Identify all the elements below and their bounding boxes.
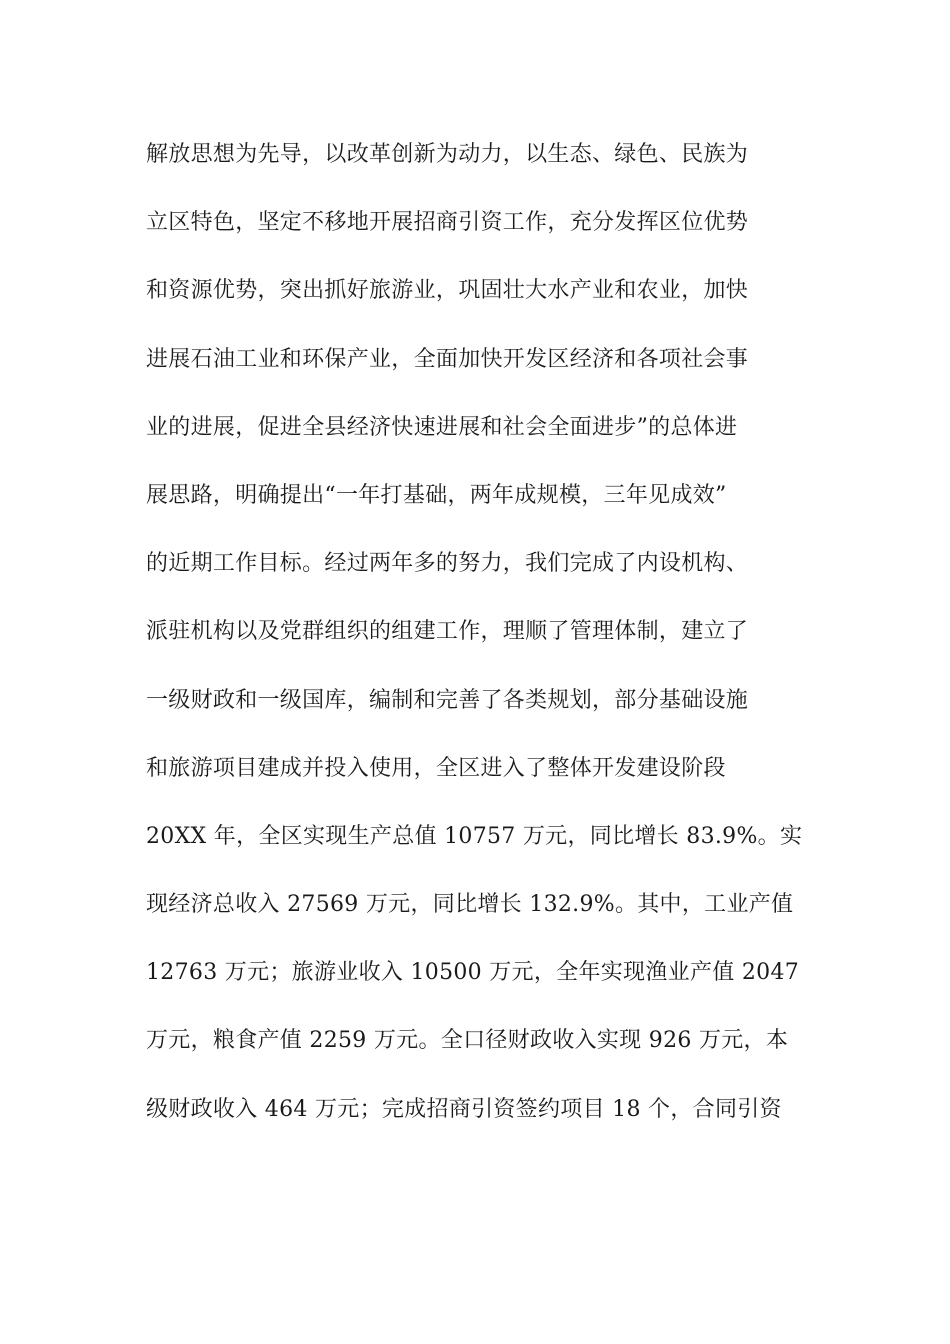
text-line: 和旅游项目建成并投入使用，全区进入了整体开发建设阶段 <box>146 755 726 781</box>
text-line: 解放思想为先导，以改革创新为动力，以生态、绿色、民族为 <box>146 142 749 167</box>
text-line: 12763 万元；旅游业收入 10500 万元，全年实现渔业产值 2047 <box>146 960 800 986</box>
text-line: 现经济总收入 27569 万元，同比增长 132.9%。其中，工业产值 <box>146 892 794 918</box>
text-line: 20XX 年，全区实现生产总值 10757 万元，同比增长 83.9%。实 <box>146 823 803 849</box>
text-line: 业的进展，促进全县经济快速进展和社会全面进步”的总体进 <box>146 414 738 440</box>
text-line: 进展石油工业和环保产业，全面加快开发区经济和各项社会事 <box>146 346 749 372</box>
body-text <box>146 133 806 1156</box>
text-line: 立区特色，坚定不移地开展招商引资工作，充分发挥区位优势 <box>146 210 749 236</box>
text-line: 的近期工作目标。经过两年多的努力，我们完成了内设机构、 <box>146 551 749 577</box>
text-line: 和资源优势，突出抓好旅游业，巩固壮大水产业和农业，加快 <box>146 278 749 304</box>
text-line: 展思路，明确提出“一年打基础，两年成规模，三年见成效” <box>146 482 727 508</box>
text-line: 级财政收入 464 万元；完成招商引资签约项目 18 个，合同引资 <box>146 1096 782 1122</box>
text-line: 派驻机构以及党群组织的组建工作，理顺了管理体制，建立了 <box>146 619 749 645</box>
text-line: 一级财政和一级国库，编制和完善了各类规划，部分基础设施 <box>146 687 749 713</box>
text-line: 万元，粮食产值 2259 万元。全口径财政收入实现 926 万元，本 <box>146 1028 789 1054</box>
